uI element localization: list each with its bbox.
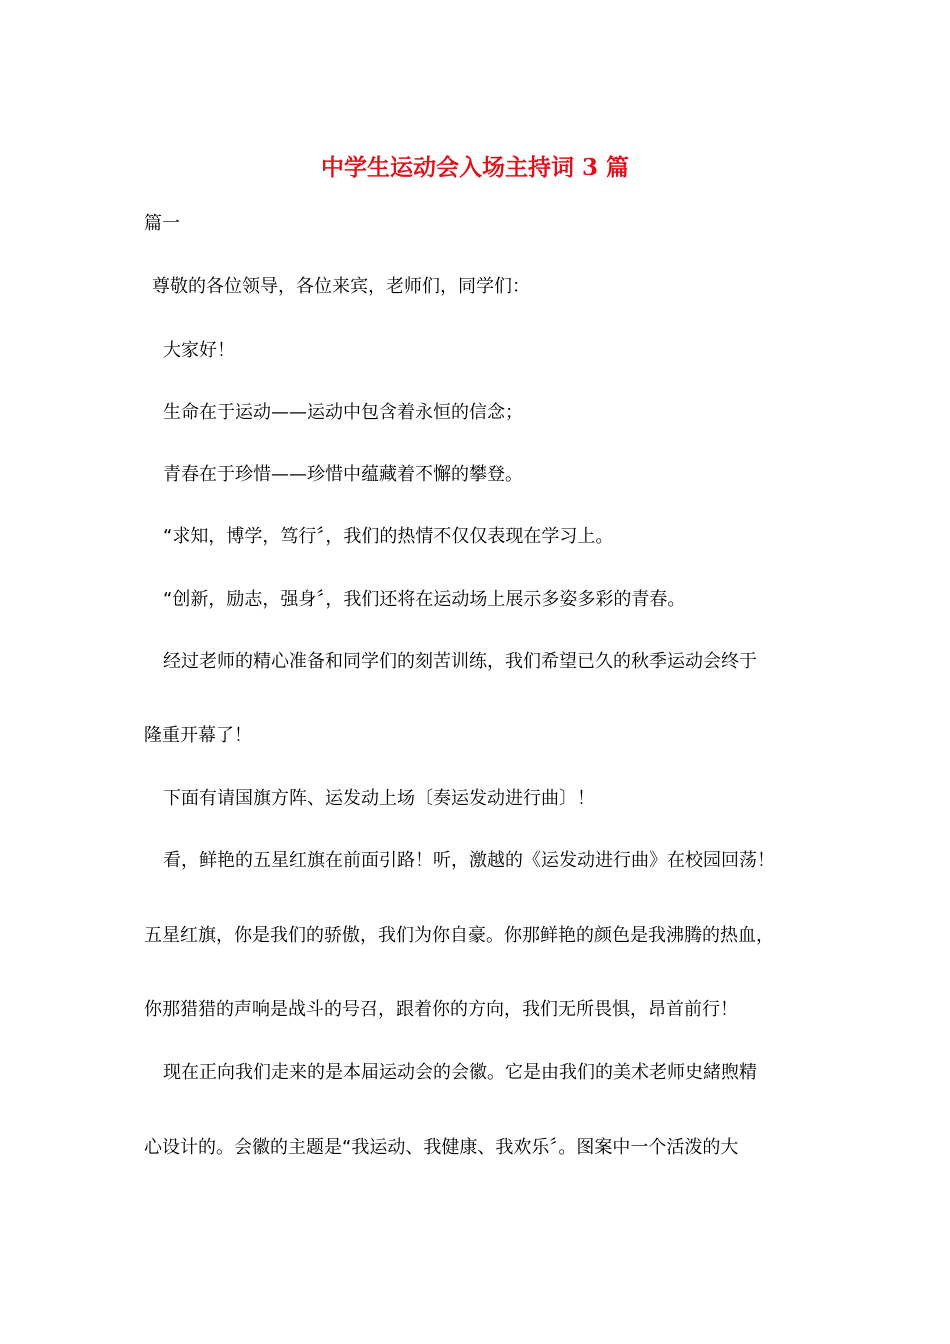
- paragraph-line: 看，鲜艳的五星红旗在前面引路！听，激越的《运发动进行曲》在校园回荡！: [163, 850, 775, 871]
- paragraph-line: 青春在于珍惜——珍惜中蕴藏着不懈的攀登。: [163, 464, 523, 485]
- paragraph-line: 大家好！: [163, 340, 235, 361]
- paragraph-line: “创新，励志，强身〞，我们还将在运动场上展示多姿多彩的青春。: [163, 589, 686, 610]
- section-heading: 篇一: [144, 213, 180, 234]
- paragraph-line: 你那猎猎的声响是战斗的号召，跟着你的方向，我们无所畏惧，昂首前行！: [144, 999, 738, 1020]
- paragraph-line: 生命在于运动——运动中包含着永恒的信念；: [163, 402, 523, 423]
- paragraph-line: “求知，博学，笃行〞，我们的热情不仅仅表现在学习上。: [163, 526, 614, 547]
- paragraph-line: 经过老师的精心准备和同学们的刻苦训练，我们希望已久的秋季运动会终于: [163, 651, 757, 672]
- paragraph-line: 隆重开幕了！: [144, 725, 252, 746]
- document-title: 中学生运动会入场主持词 3 篇: [320, 154, 630, 181]
- paragraph-line: 下面有请国旗方阵、运发动上场〔奏运发动进行曲〕！: [163, 788, 595, 809]
- paragraph-line: 现在正向我们走来的是本届运动会的会徽。它是由我们的美术老师史緒煦精: [163, 1062, 757, 1083]
- greeting-line: 尊敬的各位领导，各位来宾，老师们，同学们：: [152, 276, 530, 297]
- paragraph-line: 心设计的。会徽的主题是“我运动、我健康、我欢乐〞。图案中一个活泼的大: [144, 1137, 739, 1158]
- paragraph-line: 五星红旗，你是我们的骄傲，我们为你自豪。你那鲜艳的颜色是我沸腾的热血，: [144, 925, 774, 946]
